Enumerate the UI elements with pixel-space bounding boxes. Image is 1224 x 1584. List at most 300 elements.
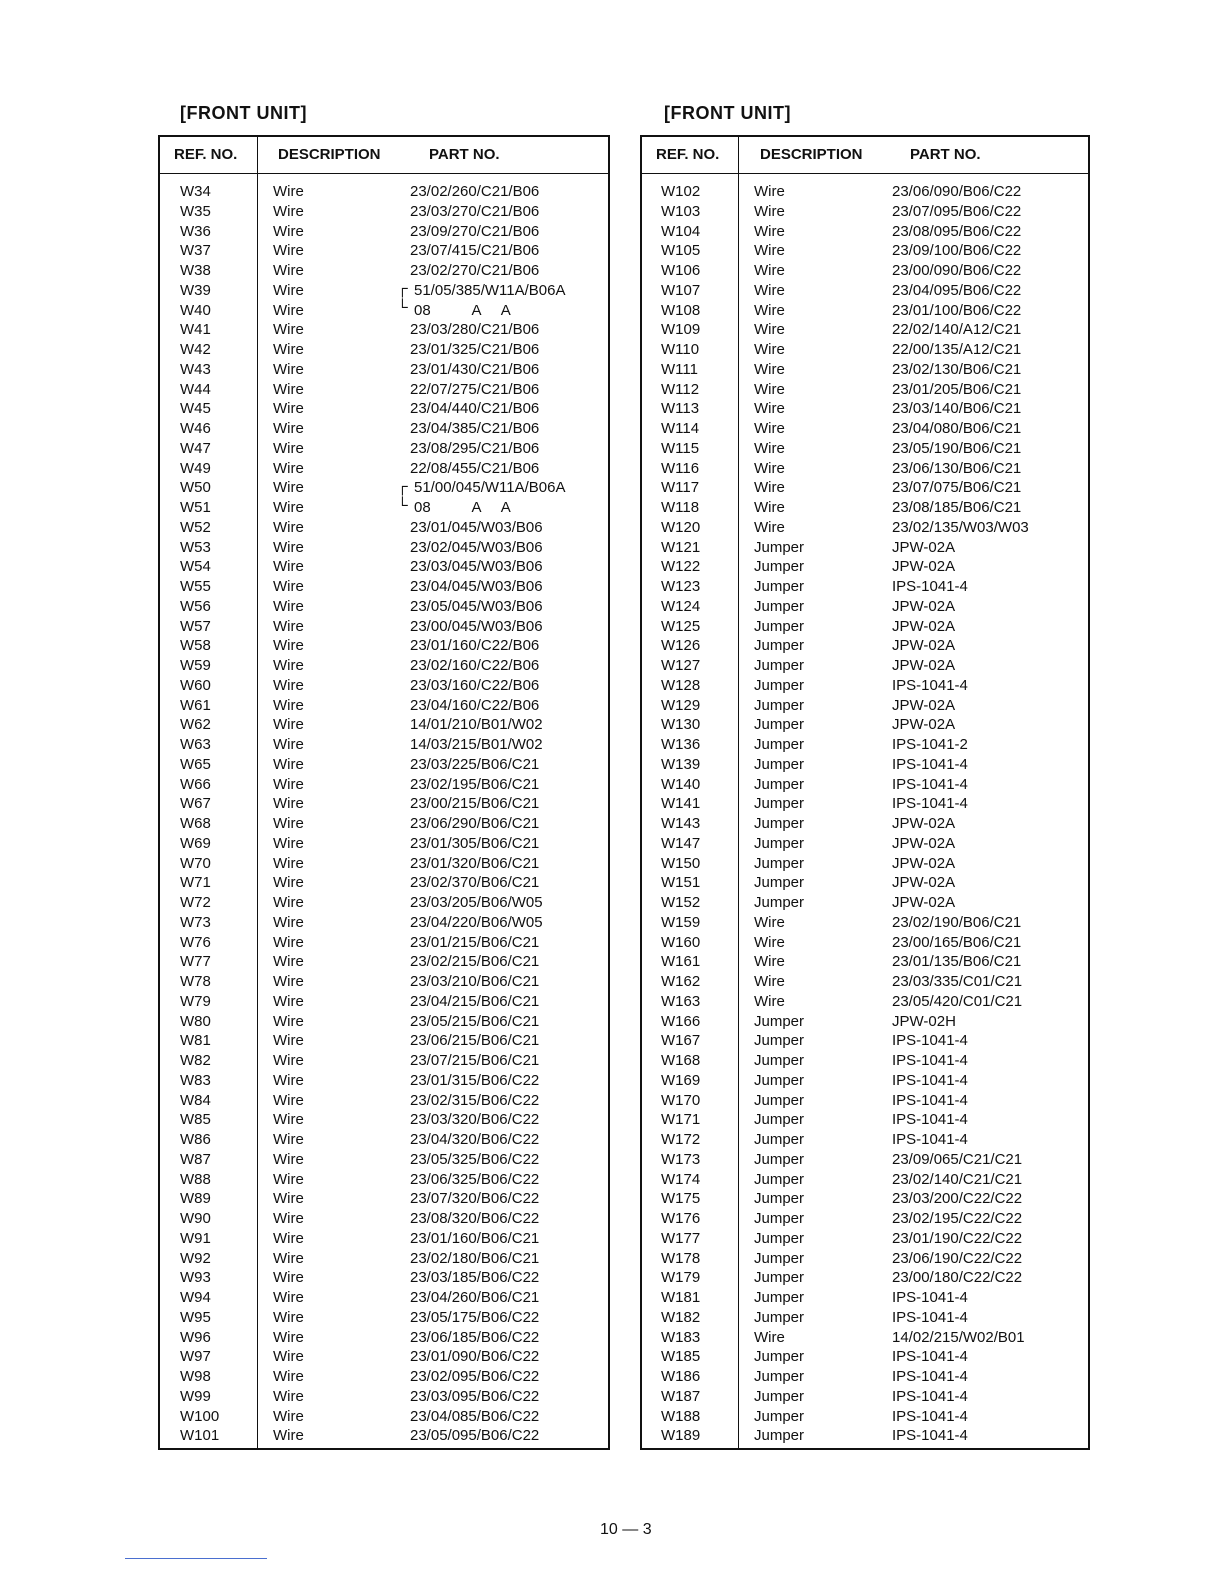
ref-no-cell: W79 <box>180 992 211 1010</box>
ref-no-cell: W141 <box>661 795 701 813</box>
table-row <box>642 714 1088 734</box>
description-cell: Wire <box>273 1170 304 1188</box>
ref-no-cell: W126 <box>661 637 701 655</box>
ref-no-cell: W69 <box>180 834 211 852</box>
table-row <box>160 300 608 320</box>
table-row <box>642 833 1088 853</box>
table-row <box>160 1228 608 1248</box>
description-cell: Wire <box>273 1289 304 1306</box>
table-row <box>642 1267 1088 1287</box>
table-row <box>160 1090 608 1110</box>
part-no-cell: 23/09/065/C21/C21 <box>892 1150 1023 1168</box>
ref-no-cell: W81 <box>180 1032 211 1050</box>
ref-no-cell: W98 <box>180 1368 211 1385</box>
table-row <box>642 853 1088 873</box>
bracket-mark: ┌ <box>397 280 408 297</box>
description-cell: Jumper <box>754 1210 805 1227</box>
table-row <box>160 813 608 833</box>
bracket-mark: └ <box>397 497 408 514</box>
part-no-cell: 23/07/415/C21/B06 <box>410 242 540 260</box>
description-cell: Jumper <box>754 1348 805 1366</box>
table-row <box>160 1129 608 1149</box>
table-row <box>642 458 1088 478</box>
part-no-cell: 23/03/280/C21/B06 <box>410 321 540 339</box>
part-no-cell: 14/02/215/W02/B01 <box>892 1328 1025 1346</box>
part-no-cell: 23/01/430/C21/B06 <box>410 360 540 378</box>
table-row <box>642 1248 1088 1268</box>
part-no-cell: IPS-1041-4 <box>892 755 968 773</box>
ref-no-cell: W44 <box>180 380 211 398</box>
table-row <box>642 734 1088 754</box>
header-ref-no: REF. NO. <box>656 146 720 163</box>
description-cell: Wire <box>273 657 304 674</box>
part-no-cell: 23/01/305/B06/C21 <box>410 834 540 852</box>
part-no-cell: 23/02/095/B06/C22 <box>410 1368 540 1385</box>
ref-no-cell: W151 <box>661 874 701 892</box>
ref-no-cell: W39 <box>180 281 211 299</box>
table-row <box>160 339 608 359</box>
part-no-cell: 23/06/290/B06/C21 <box>410 815 540 832</box>
part-no-cell: 23/05/420/C01/C21 <box>892 992 1023 1010</box>
part-no-cell: IPS-1041-4 <box>892 676 968 694</box>
ref-no-cell: W83 <box>180 1071 211 1089</box>
part-no-cell: 23/02/260/C21/B06 <box>410 183 540 200</box>
description-cell: Jumper <box>754 1289 805 1306</box>
part-no-cell: IPS-1041-4 <box>892 578 968 595</box>
ref-no-cell: W187 <box>661 1387 701 1405</box>
ref-no-cell: W63 <box>180 736 211 753</box>
ref-no-cell: W36 <box>180 222 211 240</box>
description-cell: Wire <box>273 1229 304 1247</box>
table-row <box>642 339 1088 359</box>
ref-no-cell: W107 <box>661 281 701 299</box>
part-no-cell: 23/02/140/C21/C21 <box>892 1170 1023 1188</box>
table-row <box>160 537 608 557</box>
part-no-cell: 23/03/205/B06/W05 <box>410 894 543 911</box>
table-row <box>642 221 1088 241</box>
table-row <box>642 1346 1088 1366</box>
description-cell: Wire <box>754 459 785 477</box>
table-row <box>160 1248 608 1268</box>
description-cell: Wire <box>273 459 304 477</box>
part-no-cell: IPS-1041-4 <box>892 1131 968 1148</box>
table-row <box>160 616 608 636</box>
ref-no-cell: W46 <box>180 420 211 437</box>
description-cell: Jumper <box>754 617 805 635</box>
table-row <box>160 1149 608 1169</box>
table-row <box>160 556 608 576</box>
table-row <box>160 1030 608 1050</box>
part-no-cell: 23/00/045/W03/B06 <box>410 617 543 635</box>
description-cell: Wire <box>754 222 785 240</box>
ref-no-cell: W95 <box>180 1308 211 1326</box>
part-no-cell: 23/03/320/B06/C22 <box>410 1111 540 1129</box>
table-row <box>642 813 1088 833</box>
ref-no-cell: W85 <box>180 1111 211 1129</box>
ref-no-cell: W90 <box>180 1210 211 1227</box>
part-no-cell: 23/04/095/B06/C22 <box>892 281 1022 299</box>
table-row <box>642 1109 1088 1129</box>
table-row <box>642 359 1088 379</box>
table-row <box>642 892 1088 912</box>
part-no-cell: 23/02/160/C22/B06 <box>410 657 540 674</box>
table-row <box>642 556 1088 576</box>
description-cell: Wire <box>273 874 304 892</box>
ref-no-cell: W130 <box>661 716 701 734</box>
description-cell: Wire <box>273 775 304 793</box>
description-cell: Wire <box>273 242 304 260</box>
ref-no-cell: W171 <box>661 1111 701 1129</box>
part-no-cell: 23/02/130/B06/C21 <box>892 360 1022 378</box>
ref-no-cell: W170 <box>661 1091 701 1109</box>
part-no-cell: IPS-1041-4 <box>892 775 968 793</box>
description-cell: Wire <box>273 420 304 437</box>
table-row <box>642 754 1088 774</box>
table-row <box>160 359 608 379</box>
table-row <box>160 240 608 260</box>
part-no-cell: JPW-02A <box>892 657 956 674</box>
ref-no-cell: W45 <box>180 400 211 418</box>
part-no-cell: IPS-1041-4 <box>892 1308 968 1326</box>
description-cell: Wire <box>273 538 304 556</box>
description-cell: Jumper <box>754 1190 805 1208</box>
part-no-cell: JPW-02A <box>892 617 956 635</box>
header-part-no: PART NO. <box>910 146 981 163</box>
part-no-cell: JPW-02A <box>892 696 956 714</box>
description-cell: Wire <box>273 183 304 200</box>
description-cell: Wire <box>754 992 785 1010</box>
part-no-cell: IPS-1041-4 <box>892 1032 968 1050</box>
description-cell: Wire <box>273 202 304 220</box>
description-cell: Wire <box>273 1052 304 1069</box>
description-cell: Wire <box>273 637 304 655</box>
description-cell: Jumper <box>754 854 805 872</box>
part-no-cell: JPW-02A <box>892 894 956 911</box>
part-no-cell: IPS-1041-4 <box>892 795 968 813</box>
description-cell: Wire <box>754 499 785 516</box>
ref-no-cell: W124 <box>661 597 701 615</box>
description-cell: Wire <box>273 222 304 240</box>
description-cell: Wire <box>754 281 785 299</box>
left-rows <box>160 181 608 1445</box>
description-cell: Wire <box>273 400 304 418</box>
table-row <box>160 675 608 695</box>
description-cell: Wire <box>754 953 785 971</box>
ref-no-cell: W113 <box>661 400 700 418</box>
description-cell: Wire <box>754 913 785 931</box>
ref-no-cell: W150 <box>661 854 701 872</box>
part-no-cell: 23/04/440/C21/B06 <box>410 400 540 418</box>
right-parts-table <box>640 135 1090 1450</box>
ref-no-cell: W122 <box>661 558 701 576</box>
ref-no-cell: W41 <box>180 321 211 339</box>
table-row <box>642 497 1088 517</box>
part-no-cell: JPW-02A <box>892 854 956 872</box>
description-cell: Wire <box>273 1190 304 1208</box>
part-no-cell: 23/01/215/B06/C21 <box>410 933 540 951</box>
ref-no-cell: W125 <box>661 617 701 635</box>
table-row <box>642 1327 1088 1347</box>
table-row <box>642 438 1088 458</box>
table-row <box>642 991 1088 1011</box>
part-no-cell: IPS-1041-4 <box>892 1427 968 1445</box>
ref-no-cell: W94 <box>180 1289 211 1306</box>
part-no-cell: 08 A A <box>414 499 511 516</box>
part-no-cell: 23/06/325/B06/C22 <box>410 1170 540 1188</box>
ref-no-cell: W110 <box>661 341 700 358</box>
ref-no-cell: W117 <box>661 479 700 497</box>
description-cell: Wire <box>754 420 785 437</box>
table-row <box>160 1169 608 1189</box>
part-no-cell: 23/03/095/B06/C22 <box>410 1387 540 1405</box>
description-cell: Jumper <box>754 1229 805 1247</box>
ref-no-cell: W179 <box>661 1269 701 1287</box>
table-row <box>160 379 608 399</box>
part-no-cell: 23/03/140/B06/C21 <box>892 400 1022 418</box>
part-no-cell: 23/02/135/W03/W03 <box>892 518 1029 536</box>
ref-no-cell: W182 <box>661 1308 701 1326</box>
table-row <box>160 458 608 478</box>
description-cell: Wire <box>273 933 304 951</box>
ref-no-cell: W162 <box>661 973 701 990</box>
table-row <box>160 260 608 280</box>
table-row <box>160 1425 608 1445</box>
part-no-cell: 14/03/215/B01/W02 <box>410 736 543 753</box>
table-row <box>160 201 608 221</box>
part-no-cell: 23/03/185/B06/C22 <box>410 1269 540 1287</box>
ref-no-cell: W62 <box>180 716 211 734</box>
part-no-cell: 08 A A <box>414 301 511 319</box>
description-cell: Wire <box>754 933 785 951</box>
ref-no-cell: W167 <box>661 1032 701 1050</box>
description-cell: Jumper <box>754 1071 805 1089</box>
table-row <box>642 1011 1088 1031</box>
part-no-cell: 23/04/080/B06/C21 <box>892 420 1022 437</box>
part-no-cell: IPS-1041-4 <box>892 1111 968 1129</box>
part-no-cell: 23/07/095/B06/C22 <box>892 202 1022 220</box>
table-row <box>160 951 608 971</box>
ref-no-cell: W40 <box>180 301 211 319</box>
ref-no-cell: W73 <box>180 913 211 931</box>
part-no-cell: 23/07/320/B06/C22 <box>410 1190 540 1208</box>
ref-no-cell: W140 <box>661 775 701 793</box>
description-cell: Wire <box>273 1150 304 1168</box>
description-cell: Jumper <box>754 1111 805 1129</box>
ref-no-cell: W56 <box>180 597 211 615</box>
part-no-cell: IPS-1041-4 <box>892 1289 968 1306</box>
description-cell: Wire <box>273 736 304 753</box>
ref-no-cell: W129 <box>661 696 701 714</box>
ref-no-cell: W55 <box>180 578 211 595</box>
ref-no-cell: W87 <box>180 1150 211 1168</box>
part-no-cell: 23/06/090/B06/C22 <box>892 183 1022 200</box>
ref-no-cell: W92 <box>180 1249 211 1267</box>
description-cell: Jumper <box>754 795 805 813</box>
description-cell: Jumper <box>754 1052 805 1069</box>
part-no-cell: 23/04/260/B06/C21 <box>410 1289 540 1306</box>
description-cell: Wire <box>754 518 785 536</box>
table-row <box>160 1327 608 1347</box>
table-row <box>642 319 1088 339</box>
description-cell: Wire <box>754 242 785 260</box>
table-row <box>160 734 608 754</box>
description-cell: Wire <box>273 321 304 339</box>
ref-no-cell: W118 <box>661 499 700 516</box>
ref-no-cell: W70 <box>180 854 211 872</box>
ref-no-cell: W106 <box>661 262 701 279</box>
part-no-cell: 23/06/185/B06/C22 <box>410 1328 540 1346</box>
part-no-cell: 23/02/370/B06/C21 <box>410 874 540 892</box>
part-no-cell: 23/09/270/C21/B06 <box>410 222 540 240</box>
ref-no-cell: W112 <box>661 380 700 398</box>
ref-no-cell: W127 <box>661 657 701 674</box>
table-row <box>160 319 608 339</box>
description-cell: Jumper <box>754 538 805 556</box>
description-cell: Wire <box>273 360 304 378</box>
table-row <box>160 932 608 952</box>
part-no-cell: JPW-02A <box>892 597 956 615</box>
ref-no-cell: W143 <box>661 815 701 832</box>
description-cell: Wire <box>754 301 785 319</box>
description-cell: Jumper <box>754 676 805 694</box>
description-cell: Wire <box>273 1111 304 1129</box>
ref-no-cell: W128 <box>661 676 701 694</box>
part-no-cell: 23/03/210/B06/C21 <box>410 973 540 990</box>
description-cell: Wire <box>273 439 304 457</box>
table-row <box>160 714 608 734</box>
table-row <box>160 655 608 675</box>
description-cell: Wire <box>754 202 785 220</box>
description-cell: Wire <box>754 341 785 358</box>
right-rows <box>642 181 1088 1445</box>
header-part-no: PART NO. <box>429 146 500 163</box>
table-row <box>642 280 1088 300</box>
description-cell: Jumper <box>754 1368 805 1385</box>
ref-no-cell: W84 <box>180 1091 211 1109</box>
part-no-cell: 23/05/215/B06/C21 <box>410 1012 540 1030</box>
part-no-cell: 23/01/205/B06/C21 <box>892 380 1022 398</box>
description-cell: Jumper <box>754 1170 805 1188</box>
description-cell: Jumper <box>754 1427 805 1445</box>
table-row <box>642 635 1088 655</box>
part-no-cell: 23/04/220/B06/W05 <box>410 913 543 931</box>
table-row <box>642 1030 1088 1050</box>
description-cell: Wire <box>273 499 304 516</box>
table-row <box>160 833 608 853</box>
ref-no-cell: W136 <box>661 736 701 753</box>
part-no-cell: IPS-1041-4 <box>892 1368 968 1385</box>
description-cell: Wire <box>273 913 304 931</box>
ref-no-cell: W104 <box>661 222 701 240</box>
description-cell: Jumper <box>754 1131 805 1148</box>
description-cell: Jumper <box>754 1308 805 1326</box>
part-no-cell: 23/05/190/B06/C21 <box>892 439 1022 457</box>
description-cell: Wire <box>754 360 785 378</box>
table-row <box>160 1050 608 1070</box>
table-row <box>160 754 608 774</box>
description-cell: Wire <box>273 1269 304 1287</box>
table-row <box>642 201 1088 221</box>
ref-no-cell: W49 <box>180 459 211 477</box>
part-no-cell: 23/02/190/B06/C21 <box>892 913 1022 931</box>
description-cell: Jumper <box>754 736 805 753</box>
table-row <box>642 596 1088 616</box>
table-row <box>160 1406 608 1426</box>
description-cell: Wire <box>754 973 785 990</box>
bracket-mark: └ <box>397 299 408 316</box>
table-row <box>642 1386 1088 1406</box>
part-no-cell: 23/03/160/C22/B06 <box>410 676 540 694</box>
table-row <box>642 379 1088 399</box>
part-no-cell: 23/05/045/W03/B06 <box>410 597 543 615</box>
description-cell: Wire <box>754 183 785 200</box>
ref-no-cell: W52 <box>180 518 211 536</box>
part-no-cell: 23/02/045/W03/B06 <box>410 538 543 556</box>
description-cell: Wire <box>273 992 304 1010</box>
table-row <box>160 438 608 458</box>
table-row <box>642 181 1088 201</box>
part-no-cell: 23/00/165/B06/C21 <box>892 933 1022 951</box>
part-no-cell: 23/07/075/B06/C21 <box>892 479 1022 497</box>
ref-no-cell: W168 <box>661 1052 701 1069</box>
ref-no-cell: W65 <box>180 755 211 773</box>
table-row <box>160 695 608 715</box>
part-no-cell: 23/03/045/W03/B06 <box>410 558 543 576</box>
part-no-cell: 23/02/180/B06/C21 <box>410 1249 540 1267</box>
description-cell: Jumper <box>754 597 805 615</box>
table-row <box>642 1050 1088 1070</box>
ref-no-cell: W166 <box>661 1012 701 1030</box>
table-row <box>642 774 1088 794</box>
ref-no-cell: W60 <box>180 676 211 694</box>
part-no-cell: 23/05/175/B06/C22 <box>410 1308 540 1326</box>
part-no-cell: JPW-02A <box>892 558 956 576</box>
table-row <box>160 477 608 497</box>
table-row <box>160 912 608 932</box>
table-row <box>642 576 1088 596</box>
description-cell: Wire <box>273 755 304 773</box>
description-cell: Jumper <box>754 775 805 793</box>
ref-no-cell: W120 <box>661 518 701 536</box>
table-row <box>160 1208 608 1228</box>
ref-no-cell: W88 <box>180 1170 211 1188</box>
part-no-cell: 23/01/160/B06/C21 <box>410 1229 540 1247</box>
description-cell: Wire <box>273 676 304 694</box>
description-cell: Wire <box>273 479 304 497</box>
table-row <box>160 418 608 438</box>
ref-no-cell: W99 <box>180 1387 211 1405</box>
part-no-cell: IPS-1041-4 <box>892 1407 968 1425</box>
description-cell: Wire <box>273 696 304 714</box>
description-cell: Wire <box>273 262 304 279</box>
ref-no-cell: W103 <box>661 202 701 220</box>
part-no-cell: 23/02/215/B06/C21 <box>410 953 540 971</box>
part-no-cell: 23/02/195/C22/C22 <box>892 1210 1023 1227</box>
part-no-cell: 23/01/325/C21/B06 <box>410 341 540 358</box>
part-no-cell: 51/00/045/W11A/B06A <box>414 479 566 497</box>
description-cell: Wire <box>273 1308 304 1326</box>
part-no-cell: 23/00/090/B06/C22 <box>892 262 1022 279</box>
table-row <box>642 912 1088 932</box>
ref-no-cell: W97 <box>180 1348 211 1366</box>
ref-no-cell: W93 <box>180 1269 211 1287</box>
table-row <box>160 1386 608 1406</box>
ref-no-cell: W172 <box>661 1131 701 1148</box>
description-cell: Wire <box>273 894 304 911</box>
ref-no-cell: W115 <box>661 439 700 457</box>
table-row <box>160 1070 608 1090</box>
ref-no-cell: W100 <box>180 1407 220 1425</box>
